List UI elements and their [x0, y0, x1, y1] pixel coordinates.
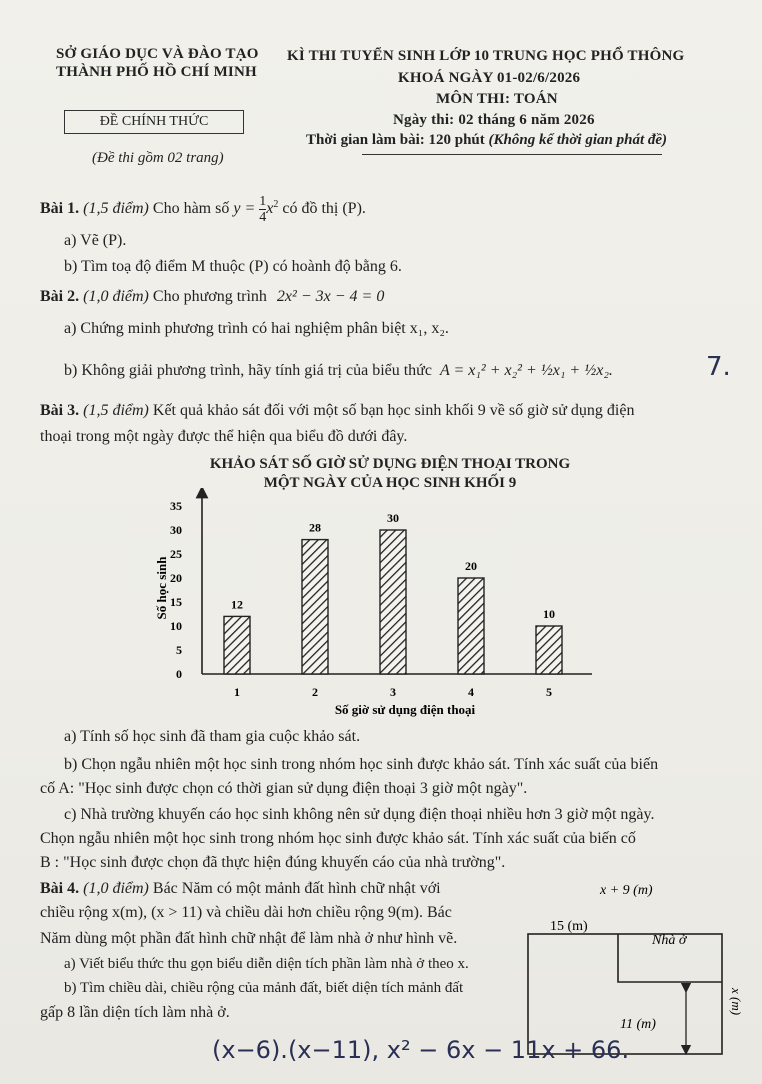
handwritten-calculation: (x−6).(x−11), x² − 6x − 11x + 66. — [212, 1036, 630, 1064]
chart-title-line2: MỘT NGÀY CỦA HỌC SINH KHỐI 9 — [263, 475, 517, 491]
y-tick-label: 0 — [176, 667, 182, 681]
bai4-part-b1: b) Tìm chiều dài, chiều rộng của mảnh đất, biết diện tích mảnh đất — [64, 980, 464, 996]
dept-name-line2: THÀNH PHỐ HỒ CHÍ MINH — [56, 64, 257, 80]
subject-line: MÔN THI: TOÁN — [436, 91, 558, 107]
bai3-part-a: a) Tính số học sinh đã tham gia cuộc khảo sát. — [64, 728, 361, 745]
bai4-part-a: a) Viết biểu thức thu gọn biểu diễn diện tích phần làm nhà ở theo x. — [64, 956, 469, 972]
y-tick-label: 5 — [176, 643, 182, 657]
fig-label-house: Nhà ở — [652, 933, 687, 948]
bai1-part-a: a) Vẽ (P). — [64, 232, 127, 249]
bai4-line1 — [40, 880, 441, 898]
bai3-text1: Kết quả khảo sát đối với một số bạn học sinh khối 9 về số giờ sử dụng điện — [152, 402, 635, 419]
duration-bold: Thời gian làm bài: 120 phút — [306, 132, 485, 148]
x-tick-label: 2 — [312, 685, 318, 699]
x-tick-label: 5 — [546, 685, 552, 699]
bai1-formula-exp: 2 — [273, 198, 279, 210]
chart-x-label: Số giờ sử dụng điện thoại — [334, 702, 476, 717]
bai3-label: Bài 3. — [40, 402, 80, 419]
duration-line — [306, 132, 667, 149]
bar-data-label: 12 — [231, 597, 243, 612]
fig-label-length: x + 9 (m) — [600, 883, 653, 898]
bai3-part-c1: c) Nhà trường khuyến cáo học sinh không nên sử dụng điện thoại nhiều hơn 3 giờ một ngày. — [64, 806, 655, 823]
exam-title-line1: KÌ THI TUYỂN SINH LỚP 10 TRUNG HỌC PHỔ THÔNG — [287, 48, 685, 64]
bai2-question — [40, 288, 384, 306]
bai1-frac-num: 1 — [259, 194, 267, 209]
y-tick-label: 10 — [170, 619, 182, 633]
bar — [302, 540, 328, 674]
chart-bars — [224, 511, 562, 699]
bai1-prefix: Cho hàm số — [152, 200, 230, 218]
bai1-formula-x: x — [266, 200, 274, 218]
bai4-part-b2: gấp 8 lần diện tích làm nhà ở. — [40, 1004, 230, 1021]
dept-name-line1: SỞ GIÁO DỤC VÀ ĐÀO TẠO — [56, 46, 259, 62]
bai3-part-c3: B : "Học sinh được chọn đã thực hiện đúng khuyến cáo của nhà trường". — [40, 854, 506, 871]
fig-label-11: 11 (m) — [620, 1017, 656, 1032]
fig-label-15: 15 (m) — [550, 919, 588, 934]
y-tick-label: 30 — [170, 523, 182, 537]
bai2-part-a: a) Chứng minh phương trình có hai nghiệm phân biệt x₁, x₂. — [64, 320, 449, 337]
header-divider — [362, 154, 662, 155]
bai4-line3: Năm dùng một phần đất hình chữ nhật để làm nhà ở như hình vẽ. — [40, 930, 458, 947]
bar-chart — [140, 488, 610, 720]
bai2-part-b-text: b) Không giải phương trình, hãy tính giá trị của biểu thức — [64, 362, 432, 379]
x-tick-label: 3 — [390, 685, 396, 699]
bar-data-label: 10 — [543, 607, 555, 621]
bai4-line2: chiều rộng x(m), (x > 11) và chiều dài hơn chiều rộng 9(m). Bác — [40, 904, 452, 921]
bai2-equation: 2x² − 3x − 4 = 0 — [276, 288, 385, 305]
exam-date: Ngày thi: 02 tháng 6 năm 2026 — [393, 112, 595, 128]
bai2-part-b — [64, 362, 613, 380]
bai1-label: Bài 1. — [40, 200, 80, 218]
bai3-line2: thoại trong một ngày được thể hiện qua biểu đồ dưới đây. — [40, 428, 408, 445]
x-tick-label: 1 — [234, 685, 240, 699]
bai3-part-c2: Chọn ngẫu nhiên một học sinh trong nhóm học sinh được khảo sát. Tính xác suất của biến cố — [40, 830, 636, 847]
y-tick-label: 20 — [170, 571, 182, 585]
chart-y-label: Số học sinh — [154, 556, 169, 620]
bar — [224, 616, 250, 674]
bar — [536, 626, 562, 674]
bar-data-label: 30 — [387, 511, 399, 525]
duration-italic: (Không kể thời gian phát đề) — [488, 132, 668, 148]
official-exam-box: ĐỀ CHÍNH THỨC — [64, 110, 244, 134]
bai3-line1 — [40, 402, 634, 420]
bai1-part-b: b) Tìm toạ độ điểm M thuộc (P) có hoành độ bằng 6. — [64, 258, 402, 275]
chart-title-line1: KHẢO SÁT SỐ GIỜ SỬ DỤNG ĐIỆN THOẠI TRONG — [209, 456, 571, 472]
bai2-points: (1,0 điểm) — [83, 288, 149, 305]
bai1-question — [40, 194, 366, 225]
bai2-label: Bài 2. — [40, 288, 80, 305]
y-tick-label: 35 — [170, 499, 182, 513]
land-figure — [520, 878, 750, 1058]
bai4-text1: Bác Năm có một mảnh đất hình chữ nhật với — [152, 880, 441, 897]
x-tick-label: 4 — [468, 685, 474, 699]
handwritten-seven: 7. — [706, 352, 731, 382]
bai1-frac-den: 4 — [259, 210, 267, 225]
fig-label-width: x (m) — [729, 988, 744, 1016]
bar — [380, 530, 406, 674]
y-tick-label: 25 — [170, 547, 182, 561]
bai1-suffix: có đồ thị (P). — [282, 200, 366, 218]
bai3-part-b2: cố A: "Học sinh được chọn có thời gian sử dụng điện thoại 3 giờ một ngày". — [40, 780, 528, 797]
exam-title-line2: KHOÁ NGÀY 01-02/6/2026 — [398, 70, 581, 86]
bai1-points: (1,5 điểm) — [83, 200, 149, 218]
bar — [458, 578, 484, 674]
bai4-points: (1,0 điểm) — [83, 880, 149, 897]
bai2-part-b-formula: A = x₁² + x₂² + ½x₁ + ½x₂. — [439, 362, 613, 379]
page-count-note: (Đề thi gồm 02 trang) — [92, 150, 224, 166]
bai1-formula-y: y = — [233, 200, 256, 218]
bai2-prefix: Cho phương trình — [152, 288, 267, 305]
bai3-points: (1,5 điểm) — [83, 402, 149, 419]
bai4-label: Bài 4. — [40, 880, 80, 897]
bar-data-label: 20 — [465, 559, 477, 573]
bai3-part-b1: b) Chọn ngẫu nhiên một học sinh trong nhóm học sinh được khảo sát. Tính xác suất của biến — [64, 756, 659, 773]
y-tick-label: 15 — [170, 595, 182, 609]
bar-data-label: 28 — [309, 520, 321, 535]
